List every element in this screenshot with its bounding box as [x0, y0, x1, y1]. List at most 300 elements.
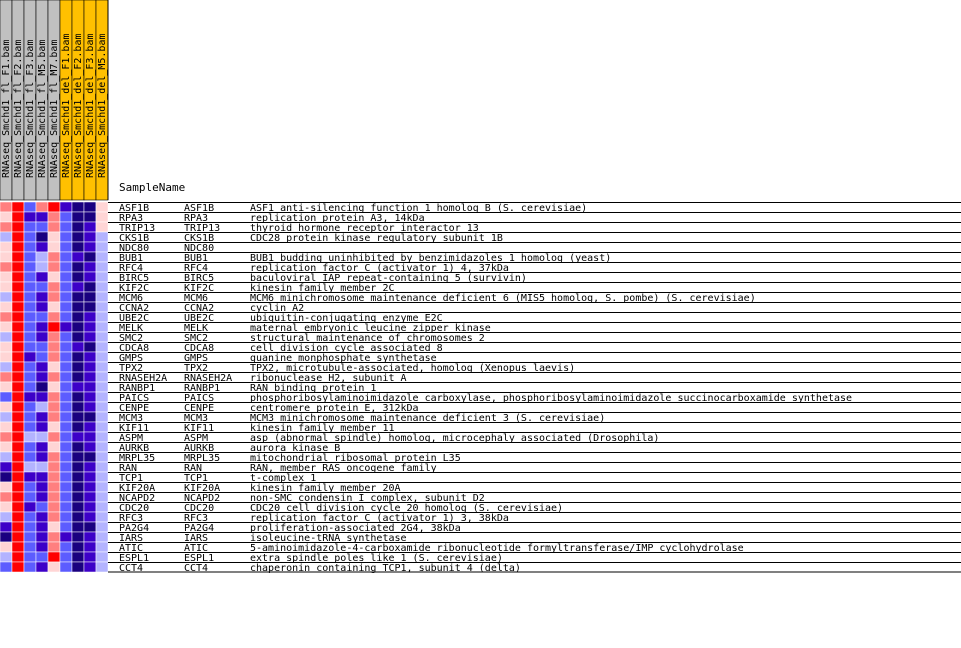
heatmap-cell: [24, 522, 36, 532]
heatmap-cell: [96, 282, 108, 292]
heatmap-cell: [36, 402, 48, 412]
row-description: ribonuclease H2, subunit A: [250, 373, 407, 384]
heatmap-cell: [72, 222, 84, 232]
heatmap-cell: [72, 342, 84, 352]
row-symbol: TCP1: [184, 473, 209, 484]
heatmap-cell: [12, 262, 24, 272]
row-symbol: NCAPD2: [184, 493, 221, 504]
heatmap-cell: [24, 392, 36, 402]
heatmap-cell: [60, 292, 72, 302]
heatmap-cell: [24, 492, 36, 502]
heatmap-cell: [36, 292, 48, 302]
heatmap-cell: [84, 222, 96, 232]
row-description: MCM6 minichromosome maintenance deficient 6 (MIS5 homolog, S. pombe) (S. cerevisiae): [250, 293, 756, 304]
heatmap-cell: [48, 482, 60, 492]
row-description: RAN, member RAS oncogene family: [250, 463, 437, 474]
row-id: RNASEH2A: [119, 373, 168, 384]
heatmap-cell: [36, 242, 48, 252]
heatmap-cell: [60, 522, 72, 532]
heatmap-cell: [24, 262, 36, 272]
heatmap-cell: [48, 532, 60, 542]
row-symbol: ESPL1: [184, 553, 215, 564]
heatmap-cell: [12, 512, 24, 522]
heatmap-cell: [84, 492, 96, 502]
heatmap-cell: [48, 542, 60, 552]
heatmap-cell: [36, 502, 48, 512]
heatmap-cell: [84, 382, 96, 392]
row-description: kinesin family member 20A: [250, 483, 401, 494]
heatmap-cell: [96, 352, 108, 362]
heatmap-cell: [72, 292, 84, 302]
row-id: RPA3: [119, 213, 144, 224]
heatmap-cell: [60, 542, 72, 552]
heatmap-cell: [48, 302, 60, 312]
heatmap-cell: [96, 262, 108, 272]
row-description: maternal embryonic leucine zipper kinase: [250, 323, 491, 334]
heatmap-cell: [96, 272, 108, 282]
heatmap-cell: [48, 562, 60, 572]
heatmap-cell: [0, 312, 12, 322]
heatmap-cell: [48, 422, 60, 432]
heatmap-cell: [12, 492, 24, 502]
row-id: ASF1B: [119, 203, 150, 214]
row-symbol: UBE2C: [184, 313, 215, 324]
sample-name-2: RNAseq_Smchd1_fl_F2.bam: [13, 39, 24, 178]
row-description: centromere protein E, 312kDa: [250, 403, 419, 414]
heatmap-cell: [96, 312, 108, 322]
heatmap-cell: [96, 302, 108, 312]
heatmap-cell: [12, 412, 24, 422]
heatmap-cell: [0, 482, 12, 492]
sample-name-label: SampleName: [119, 181, 186, 194]
heatmap-cell: [72, 412, 84, 422]
row-symbol: CCT4: [184, 563, 209, 574]
row-symbol: CKS1B: [184, 233, 215, 244]
row-description: phosphoribosylaminoimidazole carboxylase, phosphoribosylaminoimidazole succinocarboxamide synthetase: [250, 393, 853, 404]
row-id: PA2G4: [119, 523, 150, 534]
sample-name-4: RNAseq_Smchd1_fl_M5.bam: [37, 39, 48, 178]
row-symbol: GMPS: [184, 353, 209, 364]
row-id: TCP1: [119, 473, 144, 484]
heatmap-cell: [0, 382, 12, 392]
heatmap-cell: [0, 302, 12, 312]
heatmap-cell: [36, 312, 48, 322]
heatmap-cell: [60, 332, 72, 342]
row-symbol: KIF2C: [184, 283, 215, 294]
sample-name-1: RNAseq_Smchd1_fl_F1.bam: [1, 39, 12, 178]
row-id: CKS1B: [119, 233, 150, 244]
row-description: asp (abnormal spindle) homolog, microcephaly associated (Drosophila): [250, 433, 660, 444]
heatmap-cell: [96, 362, 108, 372]
heatmap-cell: [72, 532, 84, 542]
heatmap-cell: [0, 462, 12, 472]
heatmap-cell: [60, 462, 72, 472]
heatmap-cell: [48, 432, 60, 442]
row-id: KIF11: [119, 423, 150, 434]
row-id: KIF2C: [119, 283, 150, 294]
heatmap-cell: [36, 512, 48, 522]
heatmap-cell: [0, 412, 12, 422]
heatmap-cell: [36, 212, 48, 222]
heatmap-cell: [72, 332, 84, 342]
heatmap-cell: [0, 532, 12, 542]
heatmap-cell: [12, 222, 24, 232]
row-description: replication protein A3, 14kDa: [250, 213, 425, 224]
row-description: t-complex 1: [250, 473, 317, 484]
heatmap-cell: [12, 212, 24, 222]
row-symbol: RANBP1: [184, 383, 221, 394]
heatmap-cell: [96, 542, 108, 552]
heatmap-cell: [24, 372, 36, 382]
heatmap-cell: [48, 272, 60, 282]
row-id: RAN: [119, 463, 138, 474]
heatmap-cell: [36, 392, 48, 402]
heatmap-cell: [72, 262, 84, 272]
row-id: ASPM: [119, 433, 144, 444]
row-description: MCM3 minichromosome maintenance deficient 3 (S. cerevisiae): [250, 413, 606, 424]
heatmap-cell: [72, 462, 84, 472]
heatmap-cell: [12, 532, 24, 542]
row-symbol: IARS: [184, 533, 209, 544]
heatmap-cell: [0, 492, 12, 502]
sample-name-9: RNAseq_Smchd1_del_M5.bam: [97, 33, 108, 178]
heatmap-cell: [12, 502, 24, 512]
heatmap-cell: [48, 352, 60, 362]
row-id: BUB1: [119, 253, 144, 264]
heatmap-cell: [24, 462, 36, 472]
heatmap-cell: [48, 552, 60, 562]
heatmap-cell: [96, 292, 108, 302]
heatmap-cell: [0, 512, 12, 522]
heatmap-cell: [12, 322, 24, 332]
heatmap-cell: [24, 332, 36, 342]
heatmap-cell: [84, 442, 96, 452]
heatmap-cell: [72, 282, 84, 292]
heatmap-cell: [96, 552, 108, 562]
heatmap-cell: [48, 372, 60, 382]
heatmap-cell: [24, 342, 36, 352]
heatmap-cell: [84, 232, 96, 242]
heatmap-cell: [36, 522, 48, 532]
row-symbol: RNASEH2A: [184, 373, 233, 384]
row-symbol: BUB1: [184, 253, 209, 264]
row-symbol: TPX2: [184, 363, 209, 374]
heatmap-cell: [48, 492, 60, 502]
heatmap-cell: [12, 292, 24, 302]
row-id: CCNA2: [119, 303, 150, 314]
heatmap-cell: [12, 252, 24, 262]
heatmap-cell: [96, 342, 108, 352]
row-id: CDC20: [119, 503, 150, 514]
heatmap-cell: [12, 352, 24, 362]
heatmap-cell: [72, 232, 84, 242]
heatmap-cell: [84, 472, 96, 482]
heatmap-cell: [0, 552, 12, 562]
heatmap-cell: [12, 372, 24, 382]
heatmap-cell: [60, 442, 72, 452]
heatmap-cell: [36, 472, 48, 482]
heatmap-cell: [84, 462, 96, 472]
heatmap-cell: [12, 362, 24, 372]
row-id: PAICS: [119, 393, 150, 404]
row-description: isoleucine-tRNA synthetase: [250, 533, 407, 544]
heatmap-cell: [48, 322, 60, 332]
heatmap-cell: [48, 512, 60, 522]
heatmap-cell: [0, 222, 12, 232]
row-description: BUB1 budding uninhibited by benzimidazoles 1 homolog (yeast): [250, 253, 612, 264]
heatmap-cell: [36, 382, 48, 392]
heatmap-cell: [0, 272, 12, 282]
heatmap-cell: [84, 422, 96, 432]
heatmap-cell: [96, 392, 108, 402]
heatmap-cell: [72, 392, 84, 402]
heatmap-cell: [36, 322, 48, 332]
row-id: MCM3: [119, 413, 144, 424]
row-description: CDC20 cell division cycle 20 homolog (S. cerevisiae): [250, 503, 564, 514]
heatmap-cell: [96, 382, 108, 392]
heatmap-cell: [72, 522, 84, 532]
heatmap-cell: [12, 242, 24, 252]
heatmap-cell: [24, 382, 36, 392]
heatmap-cell: [36, 342, 48, 352]
row-id: MELK: [119, 323, 144, 334]
heatmap-cell: [48, 392, 60, 402]
heatmap-cell: [48, 452, 60, 462]
heatmap-cell: [24, 252, 36, 262]
row-id: CCT4: [119, 563, 144, 574]
row-description: replication factor C (activator 1) 4, 37kDa: [250, 263, 509, 274]
heatmap-cell: [60, 312, 72, 322]
row-symbol: CENPE: [184, 403, 215, 414]
heatmap-cell: [84, 212, 96, 222]
heatmap-cell: [72, 372, 84, 382]
heatmap-cell: [12, 542, 24, 552]
heatmap-cell: [84, 392, 96, 402]
heatmap-cell: [24, 422, 36, 432]
row-id: TRIP13: [119, 223, 156, 234]
heatmap-cell: [24, 322, 36, 332]
heatmap-cell: [36, 462, 48, 472]
heatmap-cell: [48, 212, 60, 222]
heatmap-cell: [36, 232, 48, 242]
heatmap-cell: [60, 252, 72, 262]
row-symbol: KIF11: [184, 423, 215, 434]
heatmap-cell: [36, 362, 48, 372]
heatmap-cell: [72, 202, 84, 212]
sample-name-3: RNAseq_Smchd1_fl_F3.bam: [25, 39, 36, 178]
row-symbol: CDC20: [184, 503, 215, 514]
heatmap-cell: [60, 212, 72, 222]
heatmap-cell: [0, 402, 12, 412]
heatmap-cell: [60, 492, 72, 502]
heatmap-cell: [48, 232, 60, 242]
heatmap-cell: [48, 402, 60, 412]
heatmap-cell: [84, 402, 96, 412]
heatmap-cell: [36, 302, 48, 312]
heatmap-cell: [96, 212, 108, 222]
heatmap-cell: [36, 552, 48, 562]
heatmap-cell: [84, 512, 96, 522]
heatmap-cell: [60, 372, 72, 382]
heatmap-cell: [12, 472, 24, 482]
sample-name-8: RNAseq_Smchd1_del_F3.bam: [85, 33, 96, 178]
heatmap-cell: [12, 462, 24, 472]
heatmap-cell: [72, 512, 84, 522]
heatmap-cell: [96, 432, 108, 442]
heatmap-cell: [72, 252, 84, 262]
heatmap-cell: [72, 352, 84, 362]
heatmap-cell: [96, 252, 108, 262]
heatmap-cell: [0, 342, 12, 352]
row-symbol: NDC80: [184, 243, 215, 254]
heatmap-cell: [48, 522, 60, 532]
heatmap-cell: [72, 452, 84, 462]
row-symbol: BIRC5: [184, 273, 215, 284]
heatmap-cell: [24, 352, 36, 362]
heatmap-cell: [0, 262, 12, 272]
row-description: mitochondrial ribosomal protein L35: [250, 453, 461, 464]
row-description: aurora kinase B: [250, 443, 341, 454]
heatmap-cell: [48, 202, 60, 212]
row-id: GMPS: [119, 353, 144, 364]
row-id: TPX2: [119, 363, 144, 374]
heatmap-cell: [36, 542, 48, 552]
heatmap-cell: [36, 272, 48, 282]
row-symbol: MCM6: [184, 293, 209, 304]
heatmap-cell: [60, 352, 72, 362]
row-description: kinesin family member 2C: [250, 283, 395, 294]
heatmap-cell: [24, 552, 36, 562]
heatmap-cell: [36, 202, 48, 212]
heatmap-cell: [72, 322, 84, 332]
heatmap-cell: [12, 302, 24, 312]
heatmap-cell: [60, 402, 72, 412]
row-symbol: SMC2: [184, 333, 209, 344]
heatmap-cell: [84, 202, 96, 212]
heatmap-cell: [24, 432, 36, 442]
heatmap-cell: [84, 542, 96, 552]
heatmap-cell: [0, 522, 12, 532]
row-id: NDC80: [119, 243, 150, 254]
heatmap-cell: [96, 222, 108, 232]
row-symbol: ASF1B: [184, 203, 215, 214]
heatmap-cell: [0, 202, 12, 212]
heatmap-cell: [72, 542, 84, 552]
heatmap-cell: [48, 342, 60, 352]
row-description: proliferation-associated 2G4, 38kDa: [250, 523, 461, 534]
heatmap-cell: [60, 472, 72, 482]
heatmap-cell: [24, 412, 36, 422]
heatmap-cell: [12, 452, 24, 462]
heatmap-cell: [60, 342, 72, 352]
heatmap-cell: [0, 322, 12, 332]
heatmap-cell: [36, 532, 48, 542]
heatmap-cell: [12, 312, 24, 322]
heatmap-cell: [96, 502, 108, 512]
heatmap-cell: [60, 392, 72, 402]
row-description: thyroid hormone receptor interactor 13: [250, 223, 479, 234]
heatmap-cell: [24, 482, 36, 492]
heatmap-cell: [0, 432, 12, 442]
row-description: CDC28 protein kinase regulatory subunit 1B: [250, 233, 503, 244]
heatmap-cell: [72, 402, 84, 412]
row-symbol: ASPM: [184, 433, 209, 444]
heatmap-cell: [36, 442, 48, 452]
heatmap-cell: [48, 252, 60, 262]
heatmap-cell: [12, 432, 24, 442]
row-symbol: CDCA8: [184, 343, 215, 354]
heatmap-cell: [96, 452, 108, 462]
heatmap-cell: [0, 562, 12, 572]
heatmap-cell: [12, 482, 24, 492]
heatmap-cell: [0, 252, 12, 262]
heatmap-cell: [36, 412, 48, 422]
row-id: IARS: [119, 533, 144, 544]
heatmap-cell: [0, 292, 12, 302]
heatmap-cell: [96, 232, 108, 242]
row-id: RANBP1: [119, 383, 156, 394]
heatmap-cell: [48, 262, 60, 272]
heatmap-cell: [36, 482, 48, 492]
heatmap-cell: [24, 562, 36, 572]
heatmap-cell: [60, 562, 72, 572]
row-symbol: RPA3: [184, 213, 209, 224]
heatmap-cell: [84, 532, 96, 542]
row-description: ubiquitin-conjugating enzyme E2C: [250, 313, 443, 324]
heatmap-cell: [48, 222, 60, 232]
heatmap-cell: [0, 452, 12, 462]
sample-name-7: RNAseq_Smchd1_del_F2.bam: [73, 33, 84, 178]
heatmap-cell: [0, 442, 12, 452]
heatmap-cell: [48, 502, 60, 512]
heatmap-cell: [60, 382, 72, 392]
heatmap-cell: [96, 482, 108, 492]
heatmap-cell: [0, 542, 12, 552]
row-symbol: ATIC: [184, 543, 209, 554]
heatmap-cell: [60, 272, 72, 282]
heatmap-cell: [24, 502, 36, 512]
heatmap-cell: [72, 302, 84, 312]
row-description: non-SMC condensin I complex, subunit D2: [250, 493, 485, 504]
row-description: kinesin family member 11: [250, 423, 395, 434]
heatmap-cell: [84, 342, 96, 352]
heatmap-cell: [36, 432, 48, 442]
heatmap-cell: [48, 362, 60, 372]
row-description: RAN binding protein 1: [250, 383, 377, 394]
row-id: RFC4: [119, 263, 144, 274]
heatmap-cell: [96, 202, 108, 212]
heatmap-cell: [36, 372, 48, 382]
heatmap-cell: [84, 502, 96, 512]
heatmap-cell: [24, 272, 36, 282]
sample-name-6: RNAseq_Smchd1_del_F1.bam: [61, 33, 72, 178]
heatmap-cell: [72, 432, 84, 442]
heatmap-cell: [48, 282, 60, 292]
heatmap-cell: [12, 422, 24, 432]
heatmap-cell: [0, 372, 12, 382]
heatmap-cell: [12, 232, 24, 242]
heatmap-cell: [72, 312, 84, 322]
row-id: SMC2: [119, 333, 144, 344]
heatmap-cell: [96, 402, 108, 412]
heatmap-cell: [48, 462, 60, 472]
heatmap-cells: [0, 202, 108, 572]
heatmap-cell: [60, 302, 72, 312]
row-description: guanine monphosphate synthetase: [250, 353, 437, 364]
sample-name-5: RNAseq_Smchd1_fl_M7.bam: [49, 39, 60, 178]
heatmap-cell: [96, 562, 108, 572]
sample-header: [0, 0, 108, 200]
